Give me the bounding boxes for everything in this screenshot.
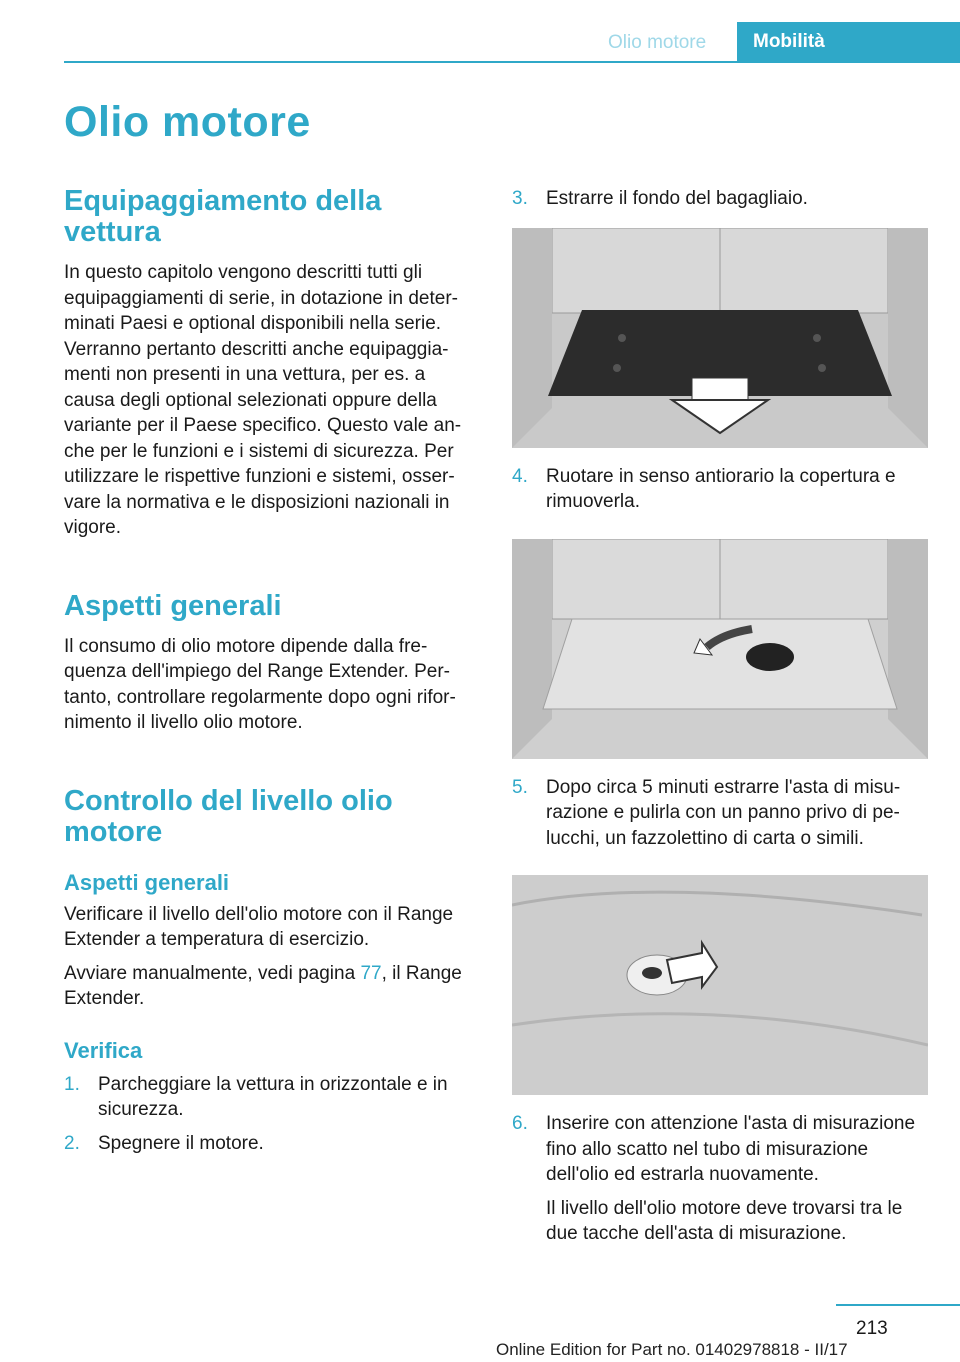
avviare-text-post: , il Range Extender.	[64, 962, 462, 1009]
step-text: Inserire con attenzione l'asta di misurazione fino allo scatto nel tubo di misurazione dell'olio ed estrarla nuovamente.	[546, 1113, 916, 1185]
left-column	[64, 186, 478, 1156]
photo-trunk-floor	[512, 228, 928, 448]
step-number: 3.	[512, 188, 528, 209]
step-number: 5.	[512, 776, 528, 798]
subheading-verifica: Verifica	[64, 1037, 143, 1063]
step-6-note: Il livello dell'olio motore deve trovarsi tra le due tacche dell'asta di misurazione.	[546, 1197, 903, 1244]
paragraph-verificare: Verificare il livello dell'olio motore con il Range Extender a temperatura di esercizio.	[64, 903, 454, 950]
step-item	[512, 1111, 928, 1188]
page-title: Olio motore	[64, 98, 311, 146]
step-item	[64, 1072, 478, 1123]
step-text: Spegnere il motore.	[98, 1132, 264, 1154]
footer-edition: Online Edition for Part no. 01402978818 - II/17	[496, 1340, 848, 1359]
avviare-text-pre: Avviare manualmente, vedi pagina	[64, 962, 361, 984]
step-text: Estrarre il fondo del bagagliaio.	[546, 188, 808, 209]
photo-cover-rotate	[512, 539, 928, 759]
header-chapter-tab: Mobilità	[737, 22, 960, 62]
footer-rule	[836, 1304, 960, 1306]
step-item	[64, 1131, 478, 1157]
right-column	[512, 186, 928, 1247]
paragraph-aspetti-generali: Il consumo di olio motore dipende dalla frequenza dell'impiego del Range Extender. Pertanto, controllare regolarmente dopo ogni rifornimento il livello olio motore.	[64, 635, 456, 733]
step-number: 1.	[64, 1073, 80, 1095]
step-number: 4.	[512, 465, 528, 487]
step-text: Ruotare in senso antiorario la copertura e rimuoverla.	[546, 465, 896, 512]
paragraph-equipaggiamento: In questo capitolo vengono descritti tutti gli equipaggiamenti di serie, in dotazione in determinati Paesi e optional disponibili nella serie. Verranno pertanto descritti anche equipaggiamenti non presenti in una vettura, per es. a causa degli optional selezionati oppure della variante per il Paese specifico. Questo vale anche per le funzioni e i sistemi di sicurezza. Per utilizzare le rispettive funzioni e sistemi, osservare la normativa e le disposizioni nazionali in vigore.	[64, 262, 462, 538]
page-number: 213	[856, 1318, 888, 1339]
step-number: 6.	[512, 1113, 528, 1134]
page-link-77[interactable]: 77	[360, 962, 382, 984]
step-item	[512, 464, 928, 515]
heading-controllo-livello: Controllo del livello olio motore	[64, 784, 393, 848]
heading-aspetti-generali: Aspetti generali	[64, 589, 282, 622]
header-section-title: Olio motore	[608, 32, 707, 53]
photo-dipstick	[512, 875, 928, 1095]
step-item	[512, 775, 928, 852]
step-text: Dopo circa 5 minuti estrarre l'asta di misurazione e pulirla con un panno privo di pelucchi, un fazzolettino di carta o simili.	[546, 776, 901, 849]
step-text: Parcheggiare la vettura in orizzontale e in sicurezza.	[98, 1073, 448, 1120]
heading-equipaggiamento: Equipaggiamento della vettura	[64, 185, 382, 248]
step-item	[512, 186, 928, 212]
subheading-aspetti-generali: Aspetti generali	[64, 869, 230, 895]
paragraph-avviare	[64, 961, 478, 1012]
step-number: 2.	[64, 1132, 80, 1154]
